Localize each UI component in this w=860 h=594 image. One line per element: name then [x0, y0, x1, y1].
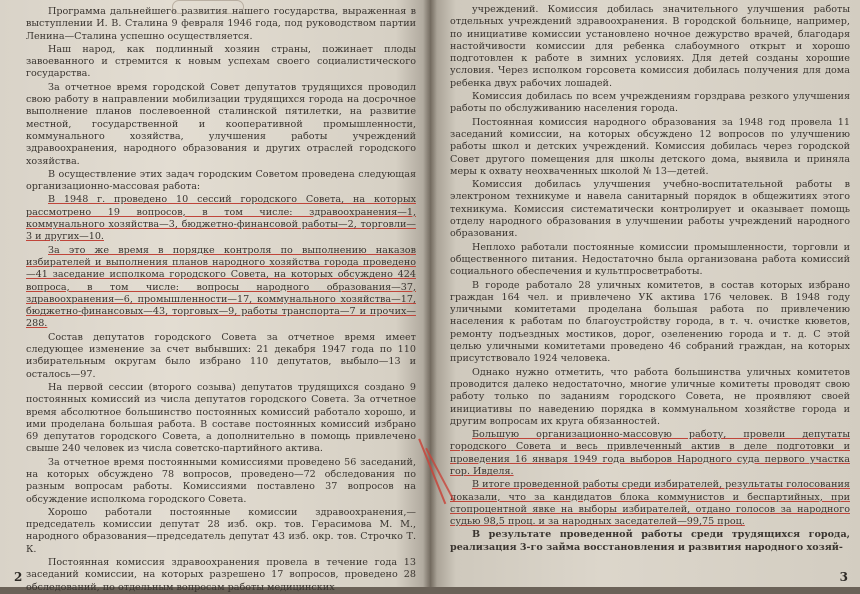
paragraph: Комиссия добилась по всем учреждениям горздрава резкого улучшения работы по обслуживанию населения города.	[450, 91, 850, 115]
paragraph: В осуществление этих задач городским Советом проведена следующая организационно-массовая работа:	[26, 168, 416, 193]
paragraph: На первой сессии (второго созыва) депутатов трудящихся создано 9 постоянных комиссий из числа депутатов городского Совета. За отчетное время абсолютное большинство постоянных комиссий работало хорошо, и ими проделана большая работа. В составе постоянных комиссий избрано 69 депутатов городского Совета, а дополнительно в помощь привлечено свыше 240 человек из числа советско-партийного актива.	[26, 381, 416, 455]
paragraph-bold: В результате проведенной работы среди трудящихся города, реализация 3-го займа восстановления и развития народного хозяй-	[450, 529, 850, 553]
paragraph-underlined: Большую организационно-массовую работу, провели депутаты городского Совета и весь привлеченный актив в деле подготовки и проведения 16 января 1949 года выборов Народного суда первого участка гор. Ивделя.	[450, 429, 850, 477]
paragraph: В городе работало 28 уличных комитетов, в состав которых избрано граждан 164 чел. и привлечено УК актива 176 человек. В 1948 году уличными комитетами проделана большая работа по привлечению населения к работам по благоустройству города, в т. ч. очистке кюветов, ремонту подъездных мостиков, дорог, озеленению города и т. д. С этой целью уличными комитетами проведено 46 собраний граждан, на которых присутствовало 1924 человека.	[450, 279, 850, 365]
paragraph-underlined: В итоге проведенной работы среди избирателей, результаты голосования показали, что за кандидатов блока коммунистов и беспартийных, при стопроцентной явке на выборы избирателей, отдано голосов за народного судью 98,5 проц. и за народных заседателей—99,75 проц.	[450, 479, 850, 528]
paragraph: За отчетное время городской Совет депутатов трудящихся проводил свою работу в направлении мобилизации трудящихся города на досрочное выполнение планов послевоенной сталинской пятилетки, на развитие местной, государственной и кооперативной промышленности, коммунального хозяйства, улучшения работы учреждений здравоохранения, народного образования и других отраслей городского хозяйства.	[26, 81, 416, 167]
paragraph: Комиссия добилась улучшения учебно-воспитательной работы в электроном техникуме и навела санитарный порядок в общежитиях этого техникума. Комиссия систематически контролирует и оказывает помощь отделу народного образования в улучшении работы учреждений народного образования.	[450, 179, 850, 240]
paragraph: Программа дальнейшего развития нашего государства, выраженная в выступлении И. В. Сталина 9 февраля 1946 года, под руководством партии Ленина—Сталина успешно осуществляется.	[26, 6, 416, 42]
paragraph: Постоянная комиссия народного образования за 1948 год провела 11 заседаний комиссии, на которых обсуждено 12 вопросов по улучшению работы школ и детских учреждений. Комиссия добилась через городской Совет другого помещения для школы детского дома, выявила и приняла меры к охвату неохваченных школой № 13—детей.	[450, 116, 850, 177]
paragraph: Постоянная комиссия здравоохранения провела в течение года 13 заседаний комиссии, на которых разрешено 17 вопросов, проведено 28 обследований, по отдельным вопросам работы медицинских	[26, 557, 416, 593]
left-page	[0, 0, 430, 593]
faded-stamp	[172, 0, 244, 14]
paragraph: За отчетное время постоянными комиссиями проведено 56 заседаний, на которых обсуждено 78 вопросов, проведено—72 обследования по разным вопросам работы. Комиссиями поставлено 37 вопросов на обсуждение исполкома городского Совета.	[26, 456, 416, 505]
paragraph: Однако нужно отметить, что работа большинства уличных комитетов проводится далеко недостаточно, многие уличные комитеты проводят свою работу только по заданиям городского Совета, не проявляют своей инициативы по наведению порядка в коммунальном хозяйстве города и другим вопросам их круга обязанностей.	[450, 366, 850, 427]
paragraph: учреждений. Комиссия добилась значительного улучшения работы отдельных учреждений здравоохранения. В городской больнице, например, по инициативе комиссии установлено ночное дежурство врачей, благодаря настойчивости комиссии для ребенка слабоумного открыт и хорошо подготовлен к работе в зимних условиях. Для детей созданы хорошие условия. Через исполком горсовета комиссия добилась получения для дома ребенка двух рабочих лошадей.	[450, 4, 850, 89]
paragraph-underlined: В 1948 г. проведено 10 сессий городского Совета, на которых рассмотрено 19 вопросов, в том числе: здравоохранения—1, коммунального хозяйства—3, бюджетно-финансовой работы—2, торговли—3 и других—10.	[26, 194, 416, 243]
right-page	[430, 0, 860, 587]
page-number: 2	[14, 569, 23, 584]
paragraph: Состав депутатов городского Совета за отчетное время имеет следующее изменение за счет выбывших: 21 декабря 1947 года по 110 избирательным округам было избрано 110 депутатов, выбыло—13 и осталось—97.	[26, 331, 416, 380]
book-gutter	[423, 0, 437, 587]
paragraph: Неплохо работали постоянные комиссии промышленности, торговли и общественного питания. Недостаточно была организована работа комиссий социального обеспечения и культпросветработы.	[450, 241, 850, 278]
paragraph: Хорошо работали постоянные комиссии здравоохранения,—председатель комиссии депутат 28 изб. окр. тов. Герасимова М. М., народного образования—председатель депутат 43 изб. окр. тов. Строчко Т. К.	[26, 506, 416, 555]
paragraph-underlined: За это же время в порядке контроля по выполнению наказов избирателей и выполнения планов народного хозяйства города проведено—41 заседание исполкома городского Совета, на которых обсуждено 424 вопроса, в том числе: вопросы народного образования—37, здравоохранения—6, промышленности—17, коммунального хозяйства—17, бюджетно-финансовых—43, торговых—9, работы транспорта—7 и прочих—288.	[26, 244, 416, 330]
paragraph: Наш народ, как подлинный хозяин страны, пожинает плоды завоеванного и стремится к новым успехам своего социалистического государства.	[26, 43, 416, 80]
page-number: 3	[839, 569, 848, 584]
